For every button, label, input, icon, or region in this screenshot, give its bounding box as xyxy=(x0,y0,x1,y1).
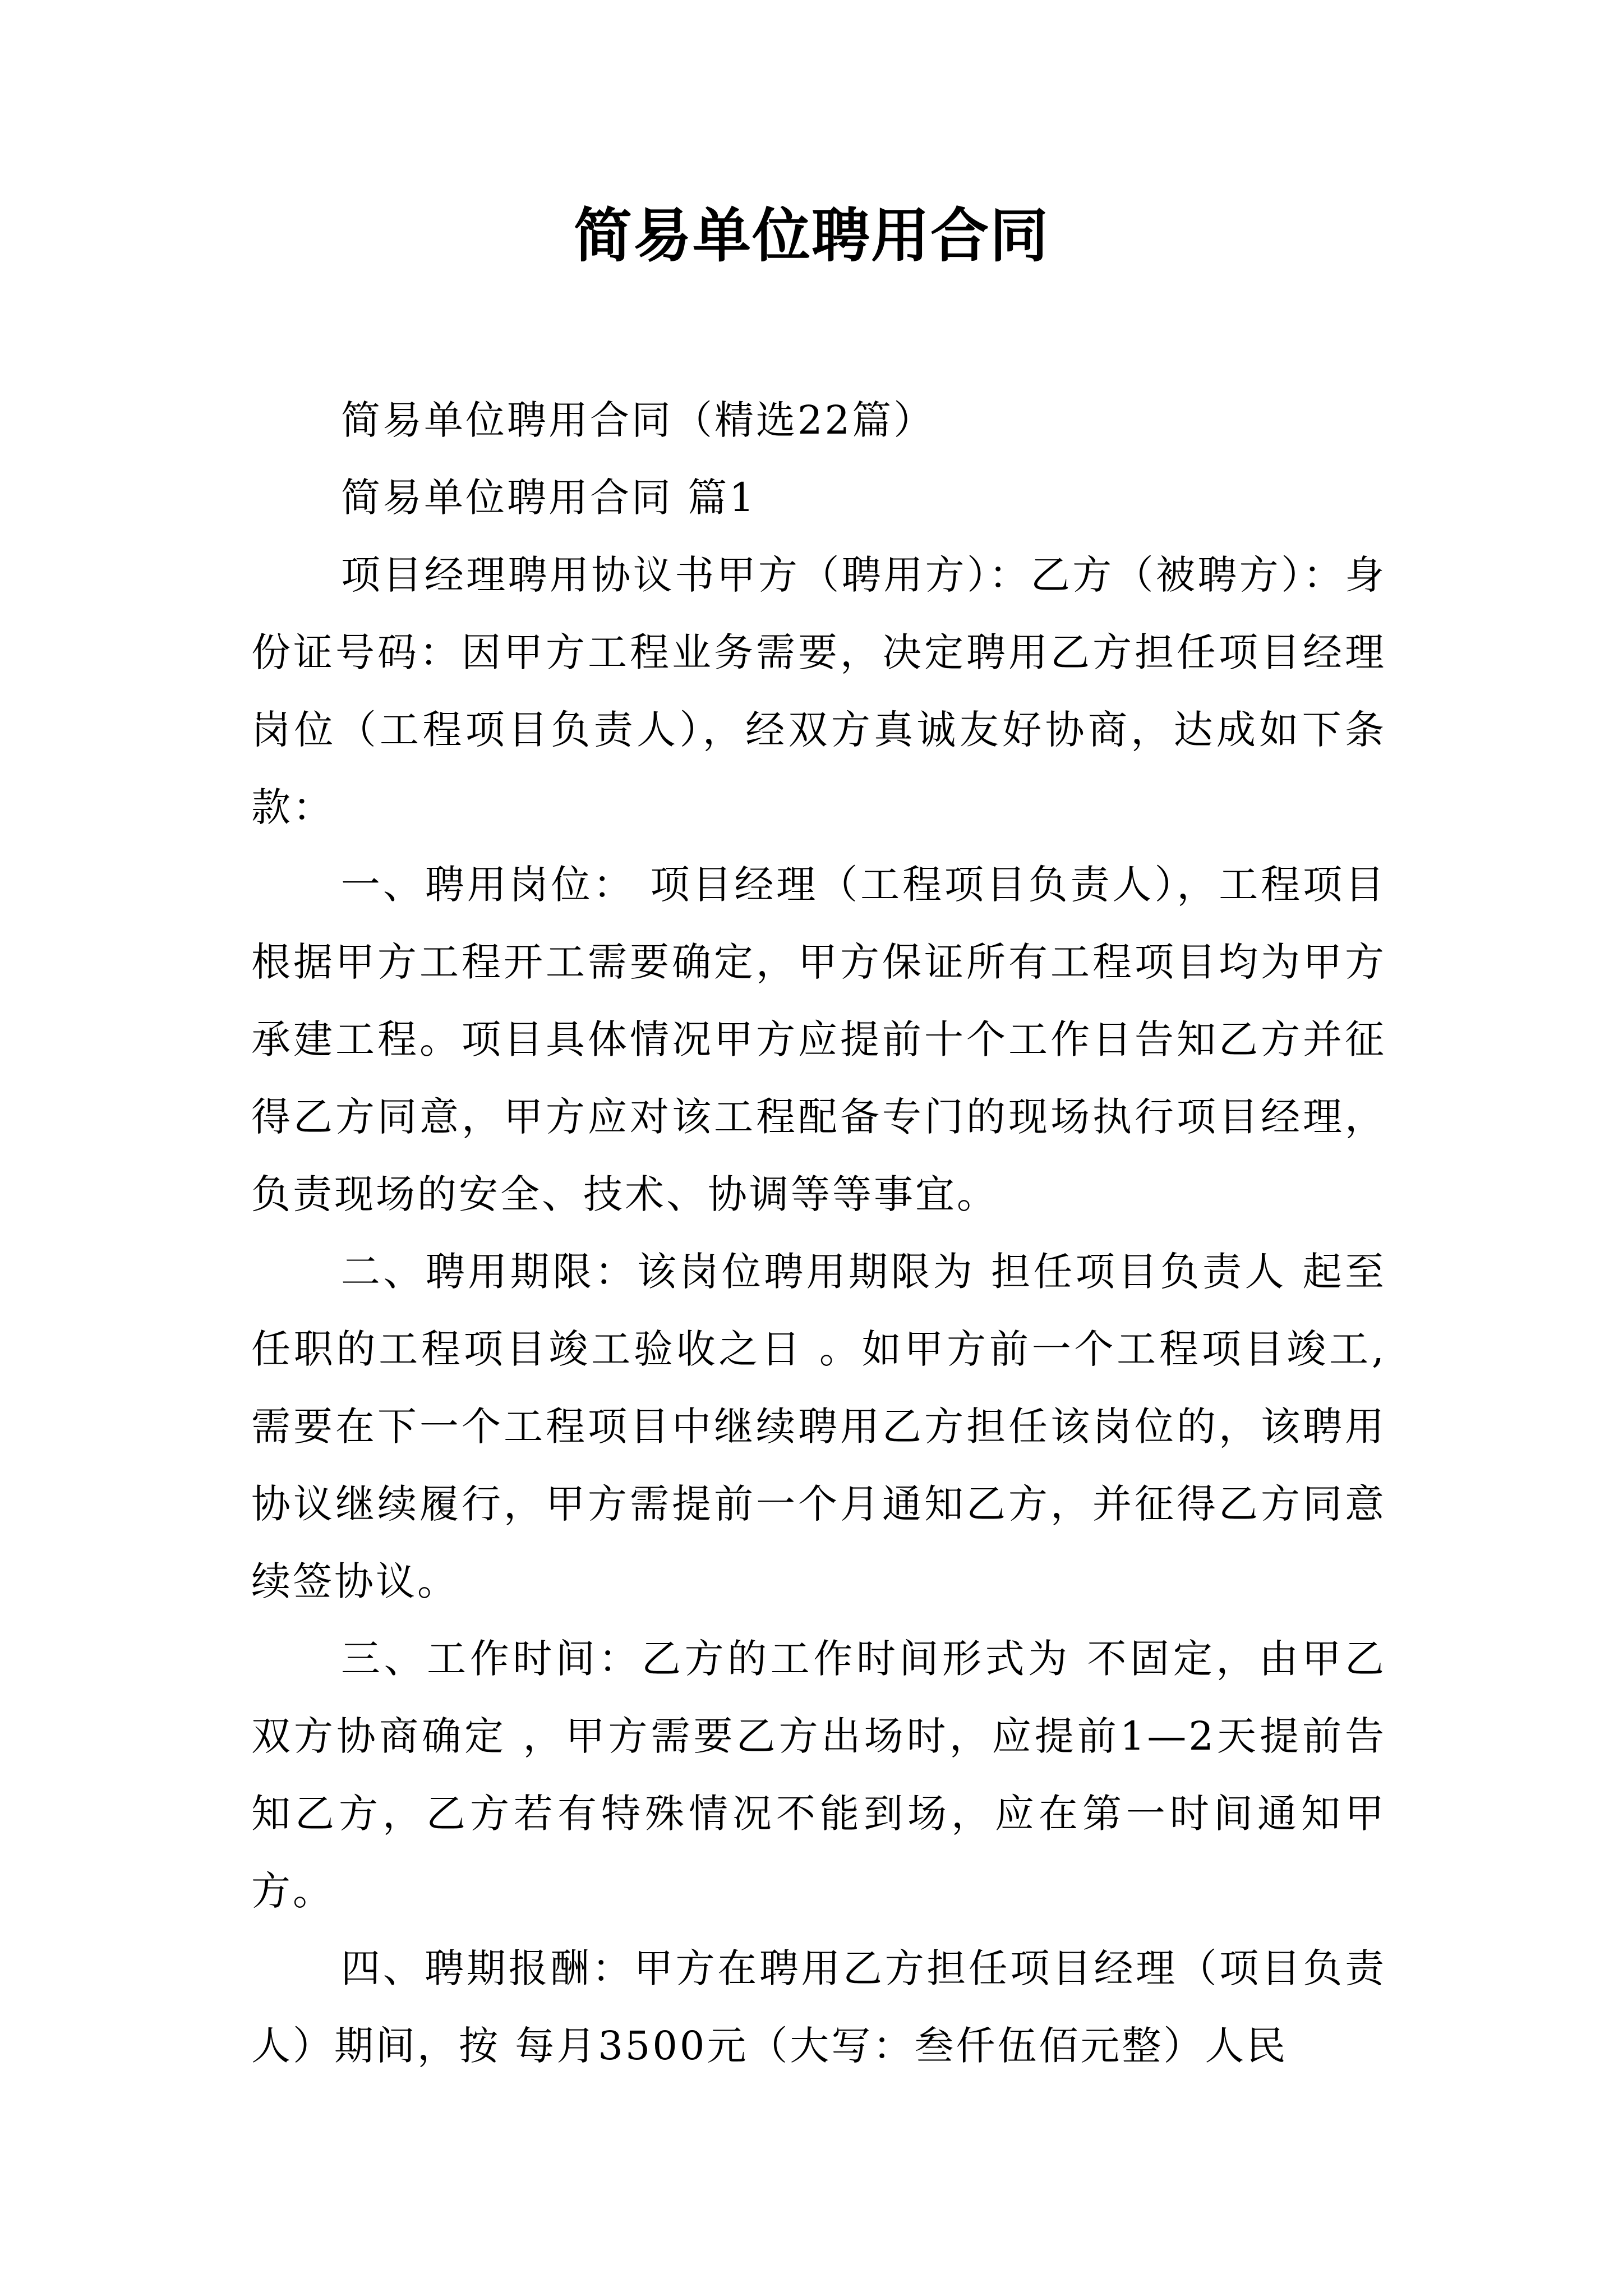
paragraph-clause-2: 二、聘用期限：该岗位聘用期限为 担任项目负责人 起至 任职的工程项目竣工验收之日 。如甲方前一个工程项目竣工,需要在下一个工程项目中继续聘用乙方担任该岗位的，该聘用协议继续履行，甲方需提前一个月通知乙方，并征得乙方同意续签协议。 xyxy=(251,1249,1386,1604)
document-body xyxy=(251,381,1386,2085)
paragraph-section-label: 简易单位聘用合同 篇1 xyxy=(341,475,757,521)
paragraph-heading: 简易单位聘用合同（精选22篇） xyxy=(341,397,935,443)
paragraph-clause-4: 四、聘期报酬：甲方在聘用乙方担任项目经理（项目负责人）期间，按 每月3500元（大写：叁仟伍佰元整）人民 xyxy=(251,1945,1386,2069)
paragraph-clause-3: 三、工作时间：乙方的工作时间形式为 不固定，由甲乙双方协商确定 ，甲方需要乙方出场时，应提前1—2天提前告知乙方，乙方若有特殊情况不能到场，应在第一时间通知甲方。 xyxy=(251,1636,1386,1914)
paragraph-clause-1: 一、聘用岗位： 项目经理（工程项目负责人），工程项目根据甲方工程开工需要确定，甲方保证所有工程项目均为甲方承建工程。项目具体情况甲方应提前十个工作日告知乙方并征得乙方同意，甲方应对该工程配备专门的现场执行项目经理，负责现场的安全、技术、协调等等事宜。 xyxy=(251,862,1386,1217)
document-title: 简易单位聘用合同 xyxy=(573,201,1049,270)
paragraph-intro: 项目经理聘用协议书甲方（聘用方）：乙方（被聘方）：身份证号码：因甲方工程业务需要，决定聘用乙方担任项目经理岗位（工程项目负责人），经双方真诚友好协商，达成如下条款： xyxy=(251,552,1386,830)
